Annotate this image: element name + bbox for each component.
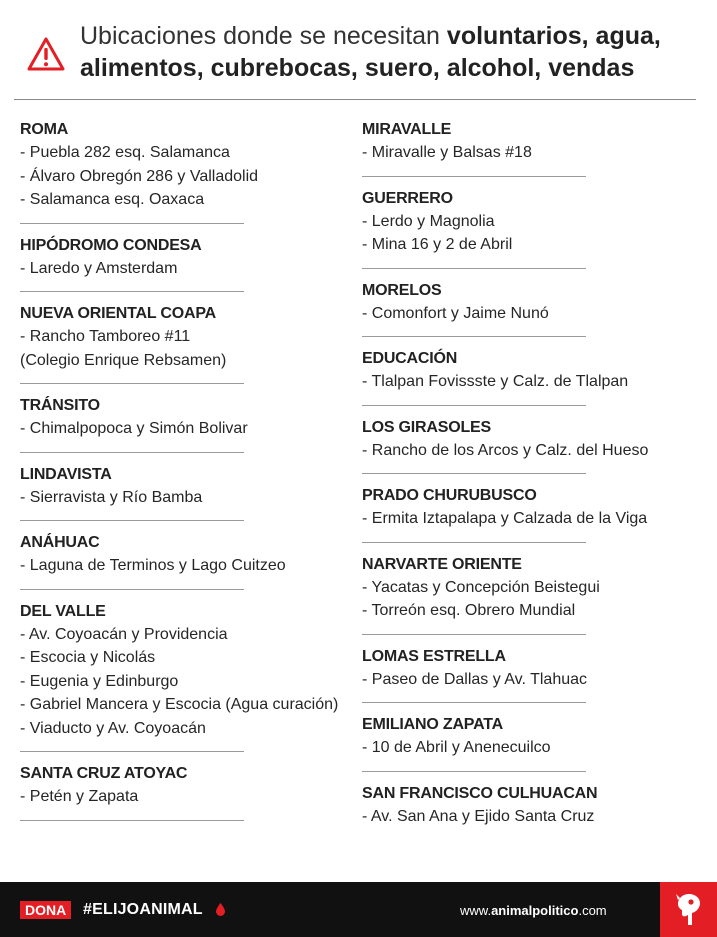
location-address: - Rancho de los Arcos y Calz. del Hueso — [362, 441, 649, 459]
location-name: EMILIANO ZAPATA — [362, 716, 503, 733]
location-name: MORELOS — [362, 281, 442, 299]
site-suffix: .com — [578, 903, 607, 918]
location-address: - Tlalpan Fovissste y Calz. de Tlalpan — [362, 373, 629, 390]
location-address: - Rancho Tamboreo #11 — [20, 328, 191, 345]
location-address: - Viaducto y Av. Coyoacán — [20, 719, 206, 737]
hashtag-link[interactable]: #ELIJOANIMAL — [83, 901, 203, 918]
location-address: - Gabriel Mancera y Escocia (Agua curación) — [20, 696, 339, 713]
location-address: - Paseo de Dallas y Av. Tlahuac — [362, 670, 588, 688]
location-name: SANTA CRUZ ATOYAC — [20, 765, 188, 782]
location-address: - Laredo y Amsterdam — [20, 259, 178, 277]
header-divider — [14, 99, 696, 100]
location-address: - Yacatas y Concepción Beistegui — [362, 578, 600, 596]
location-block — [20, 600, 350, 753]
location-address: (Colegio Enrique Rebsamen) — [20, 351, 227, 369]
location-address: - Av. Coyoacán y Providencia — [20, 625, 228, 643]
location-block — [20, 234, 350, 293]
location-address: - Eugenia y Edinburgo — [20, 672, 179, 690]
location-block — [362, 553, 692, 635]
warning-triangle-icon — [27, 36, 65, 72]
location-address: - Chimalpopoca y Simón Bolivar — [20, 420, 248, 437]
location-name: LINDAVISTA — [20, 465, 112, 483]
animal-politico-logo-icon — [674, 892, 704, 928]
location-block — [20, 762, 350, 821]
location-block — [362, 484, 692, 543]
location-address: - Miravalle y Balsas #18 — [362, 144, 532, 161]
location-block — [362, 782, 692, 841]
right-column — [362, 118, 692, 850]
location-name: DEL VALLE — [20, 602, 106, 620]
location-address: - Mina 16 y 2 de Abril — [362, 236, 513, 253]
dona-button[interactable]: DONA — [20, 901, 71, 919]
location-name: GUERRERO — [362, 189, 453, 207]
location-block — [20, 118, 350, 224]
location-name: ROMA — [20, 121, 69, 138]
location-address: - Ermita Iztapalapa y Calzada de la Viga — [362, 510, 648, 527]
location-address: - Álvaro Obregón 286 y Valladolid — [20, 167, 259, 185]
location-name: ANÁHUAC — [20, 534, 100, 551]
location-block — [362, 187, 692, 269]
location-block — [362, 118, 692, 177]
location-block — [362, 645, 692, 704]
location-block — [362, 279, 692, 338]
location-address: - Comonfort y Jaime Nunó — [362, 304, 549, 322]
location-name: PRADO CHURUBUSCO — [362, 487, 537, 504]
location-address: - Escocia y Nicolás — [20, 649, 156, 666]
site-bold: animalpolitico — [491, 903, 579, 918]
title-prefix: Ubicaciones donde se necesitan — [80, 22, 447, 50]
location-name: HIPÓDROMO CONDESA — [20, 236, 202, 254]
location-address: - Puebla 282 esq. Salamanca — [20, 144, 230, 161]
location-name: EDUCACIÓN — [362, 350, 458, 367]
location-block — [362, 416, 692, 475]
blood-drop-icon — [216, 903, 225, 916]
location-name: MIRAVALLE — [362, 121, 452, 138]
page-title — [80, 20, 710, 84]
brand-logo[interactable] — [660, 882, 717, 937]
location-name: TRÁNSITO — [20, 397, 100, 414]
location-name: NUEVA ORIENTAL COAPA — [20, 305, 217, 322]
left-column — [20, 118, 350, 831]
location-address: - Petén y Zapata — [20, 788, 139, 805]
location-block — [20, 531, 350, 590]
location-address: - Laguna de Terminos y Lago Cuitzeo — [20, 557, 286, 574]
location-block — [362, 347, 692, 406]
title-bold: voluntarios, agua, alimentos, cubrebocas, suero, alcohol, vendas — [80, 22, 661, 82]
location-block — [20, 302, 350, 384]
location-address: - Sierravista y Río Bamba — [20, 488, 203, 506]
location-block — [20, 463, 350, 522]
location-name: LOS GIRASOLES — [362, 418, 491, 436]
location-name: SAN FRANCISCO CULHUACAN — [362, 784, 598, 802]
location-name: NARVARTE ORIENTE — [362, 555, 522, 573]
website-link[interactable] — [460, 902, 607, 920]
location-address: - Torreón esq. Obrero Mundial — [362, 602, 576, 619]
location-block — [20, 394, 350, 453]
location-name: LOMAS ESTRELLA — [362, 647, 506, 665]
location-address: - Salamanca esq. Oaxaca — [20, 191, 205, 208]
location-block — [362, 713, 692, 772]
location-address: - Lerdo y Magnolia — [362, 212, 495, 230]
site-prefix: www. — [460, 903, 492, 918]
header — [0, 0, 717, 100]
location-address: - Av. San Ana y Ejido Santa Cruz — [362, 807, 595, 825]
location-address: - 10 de Abril y Anenecuilco — [362, 739, 551, 756]
